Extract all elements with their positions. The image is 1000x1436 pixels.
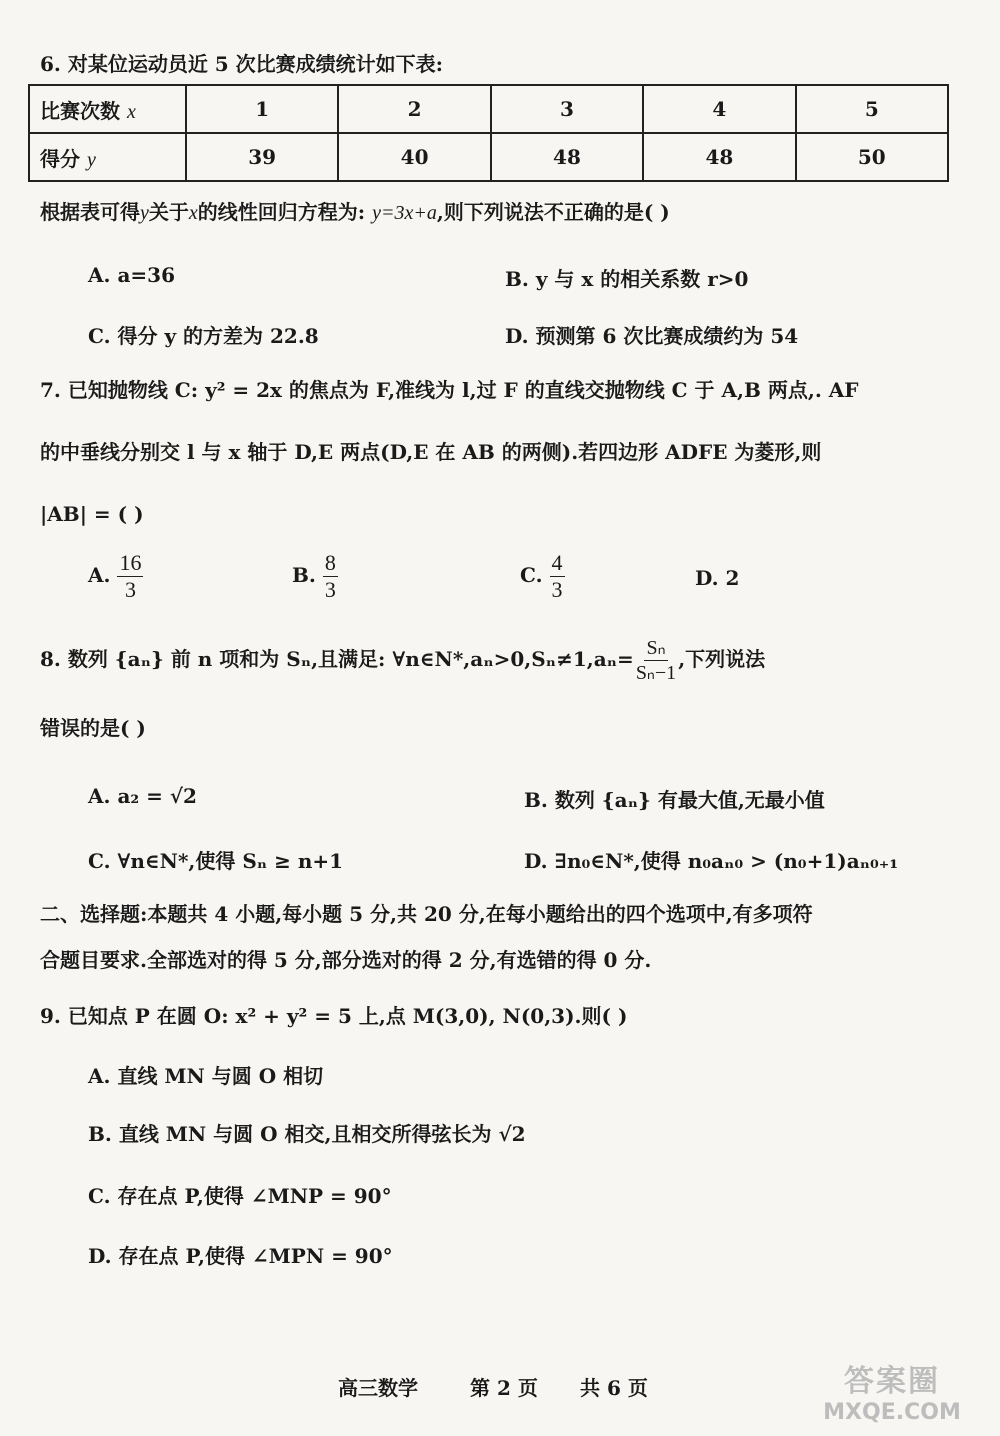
row1-var: x	[126, 100, 136, 123]
q7-line1: 7. 已知抛物线 C: y² = 2x 的焦点为 F,准线为 l,过 F 的直线交抛物线 C 于 A,B 两点,. AF	[40, 378, 859, 402]
q6-text: 的线性回归方程为:	[197, 200, 366, 224]
q6-stem: 6. 对某位运动员近 5 次比赛成绩统计如下表:	[40, 52, 444, 76]
q7-line3: |AB| = ( )	[40, 502, 144, 526]
q6-var: x	[188, 202, 198, 224]
table-header-cell	[29, 85, 186, 133]
table-cell: 1	[186, 85, 338, 133]
watermark-url: MXQE.COM	[823, 1400, 961, 1425]
option-label: A.	[88, 563, 111, 587]
fraction-num: Sₙ	[646, 637, 666, 659]
table-cell: 48	[643, 133, 795, 181]
table-row	[29, 133, 948, 181]
q6-option-d: D. 预测第 6 次比赛成绩约为 54	[505, 324, 799, 348]
q8-option-a: A. a₂ = √2	[88, 784, 197, 808]
score-table	[28, 84, 949, 182]
q6-text: 关于	[148, 200, 189, 224]
table-cell: 3	[491, 85, 643, 133]
q8-text: 8. 数列 {aₙ} 前 n 项和为 Sₙ,且满足: ∀n∈N*,aₙ>0,Sₙ≠1,aₙ=	[40, 647, 634, 671]
fraction-den: 3	[324, 577, 336, 602]
q9-option-c: C. 存在点 P,使得 ∠MNP = 90°	[88, 1184, 392, 1208]
row1-label: 比赛次数	[40, 98, 120, 123]
table-header-cell	[29, 133, 186, 181]
table-cell: 50	[796, 133, 948, 181]
table-cell: 2	[338, 85, 490, 133]
row2-label: 得分	[40, 146, 80, 171]
fraction	[117, 550, 143, 603]
footer-total: 共 6 页	[580, 1376, 648, 1400]
q7-option-c	[520, 550, 565, 603]
q7-option-b	[292, 550, 338, 603]
fraction-den: 3	[551, 577, 563, 602]
q6-text: 根据表可得	[40, 200, 140, 224]
q8-option-b: B. 数列 {aₙ} 有最大值,无最小值	[524, 788, 825, 812]
section2-line1: 二、选择题:本题共 4 小题,每小题 5 分,共 20 分,在每小题给出的四个选项中,有多项符	[40, 902, 813, 926]
table-cell: 48	[491, 133, 643, 181]
q6-text: ,则下列说法不正确的是( )	[436, 200, 670, 224]
q8-text: ,下列说法	[678, 647, 766, 671]
q7-line2: 的中垂线分别交 l 与 x 轴于 D,E 两点(D,E 在 AB 的两侧).若四边形 ADFE 为菱形,则	[40, 440, 822, 464]
fraction-num: 8	[324, 550, 336, 575]
row2-var: y	[86, 148, 96, 171]
q6-option-b: B. y 与 x 的相关系数 r>0	[505, 267, 749, 291]
fraction	[550, 550, 565, 603]
q6-line2	[40, 200, 670, 225]
option-label: C.	[520, 563, 543, 587]
q9-stem: 9. 已知点 P 在圆 O: x² + y² = 5 上,点 M(3,0), N(0,3).则( )	[40, 1004, 628, 1028]
table-cell: 5	[796, 85, 948, 133]
q8-line2: 错误的是( )	[40, 716, 146, 740]
section2-line2: 合题目要求.全部选对的得 5 分,部分选对的得 2 分,有选错的得 0 分.	[40, 948, 652, 972]
watermark	[802, 1356, 982, 1426]
table-cell: 4	[643, 85, 795, 133]
table-row	[29, 85, 948, 133]
q9-option-b: B. 直线 MN 与圆 O 相交,且相交所得弦长为 √2	[88, 1122, 526, 1146]
fraction-num: 16	[119, 550, 142, 575]
q6-option-c: C. 得分 y 的方差为 22.8	[88, 324, 319, 348]
fraction-num: 4	[551, 550, 563, 575]
footer-page: 第 2 页	[470, 1376, 538, 1400]
table-cell: 40	[338, 133, 490, 181]
fraction	[634, 636, 678, 685]
q6-option-a: A. a=36	[88, 263, 175, 287]
option-label: B.	[292, 563, 316, 587]
q7-option-a	[88, 550, 143, 603]
watermark-logo: 答案圈	[844, 1364, 940, 1399]
fraction-den: Sₙ−1	[635, 662, 677, 684]
fraction-den: 3	[124, 577, 136, 602]
q9-option-a: A. 直线 MN 与圆 O 相切	[88, 1064, 324, 1088]
q8-line1	[40, 636, 765, 685]
q6-equation: y=3x+a	[372, 202, 437, 224]
footer-subject: 高三数学	[338, 1376, 418, 1400]
q9-option-d: D. 存在点 P,使得 ∠MPN = 90°	[88, 1244, 393, 1268]
q6-var: y	[140, 202, 149, 224]
table-cell: 39	[186, 133, 338, 181]
q8-option-c: C. ∀n∈N*,使得 Sₙ ≥ n+1	[88, 849, 344, 873]
q7-option-d: D. 2	[695, 566, 740, 590]
q8-option-d: D. ∃n₀∈N*,使得 n₀aₙ₀ > (n₀+1)aₙ₀₊₁	[524, 849, 899, 873]
fraction	[323, 550, 338, 603]
